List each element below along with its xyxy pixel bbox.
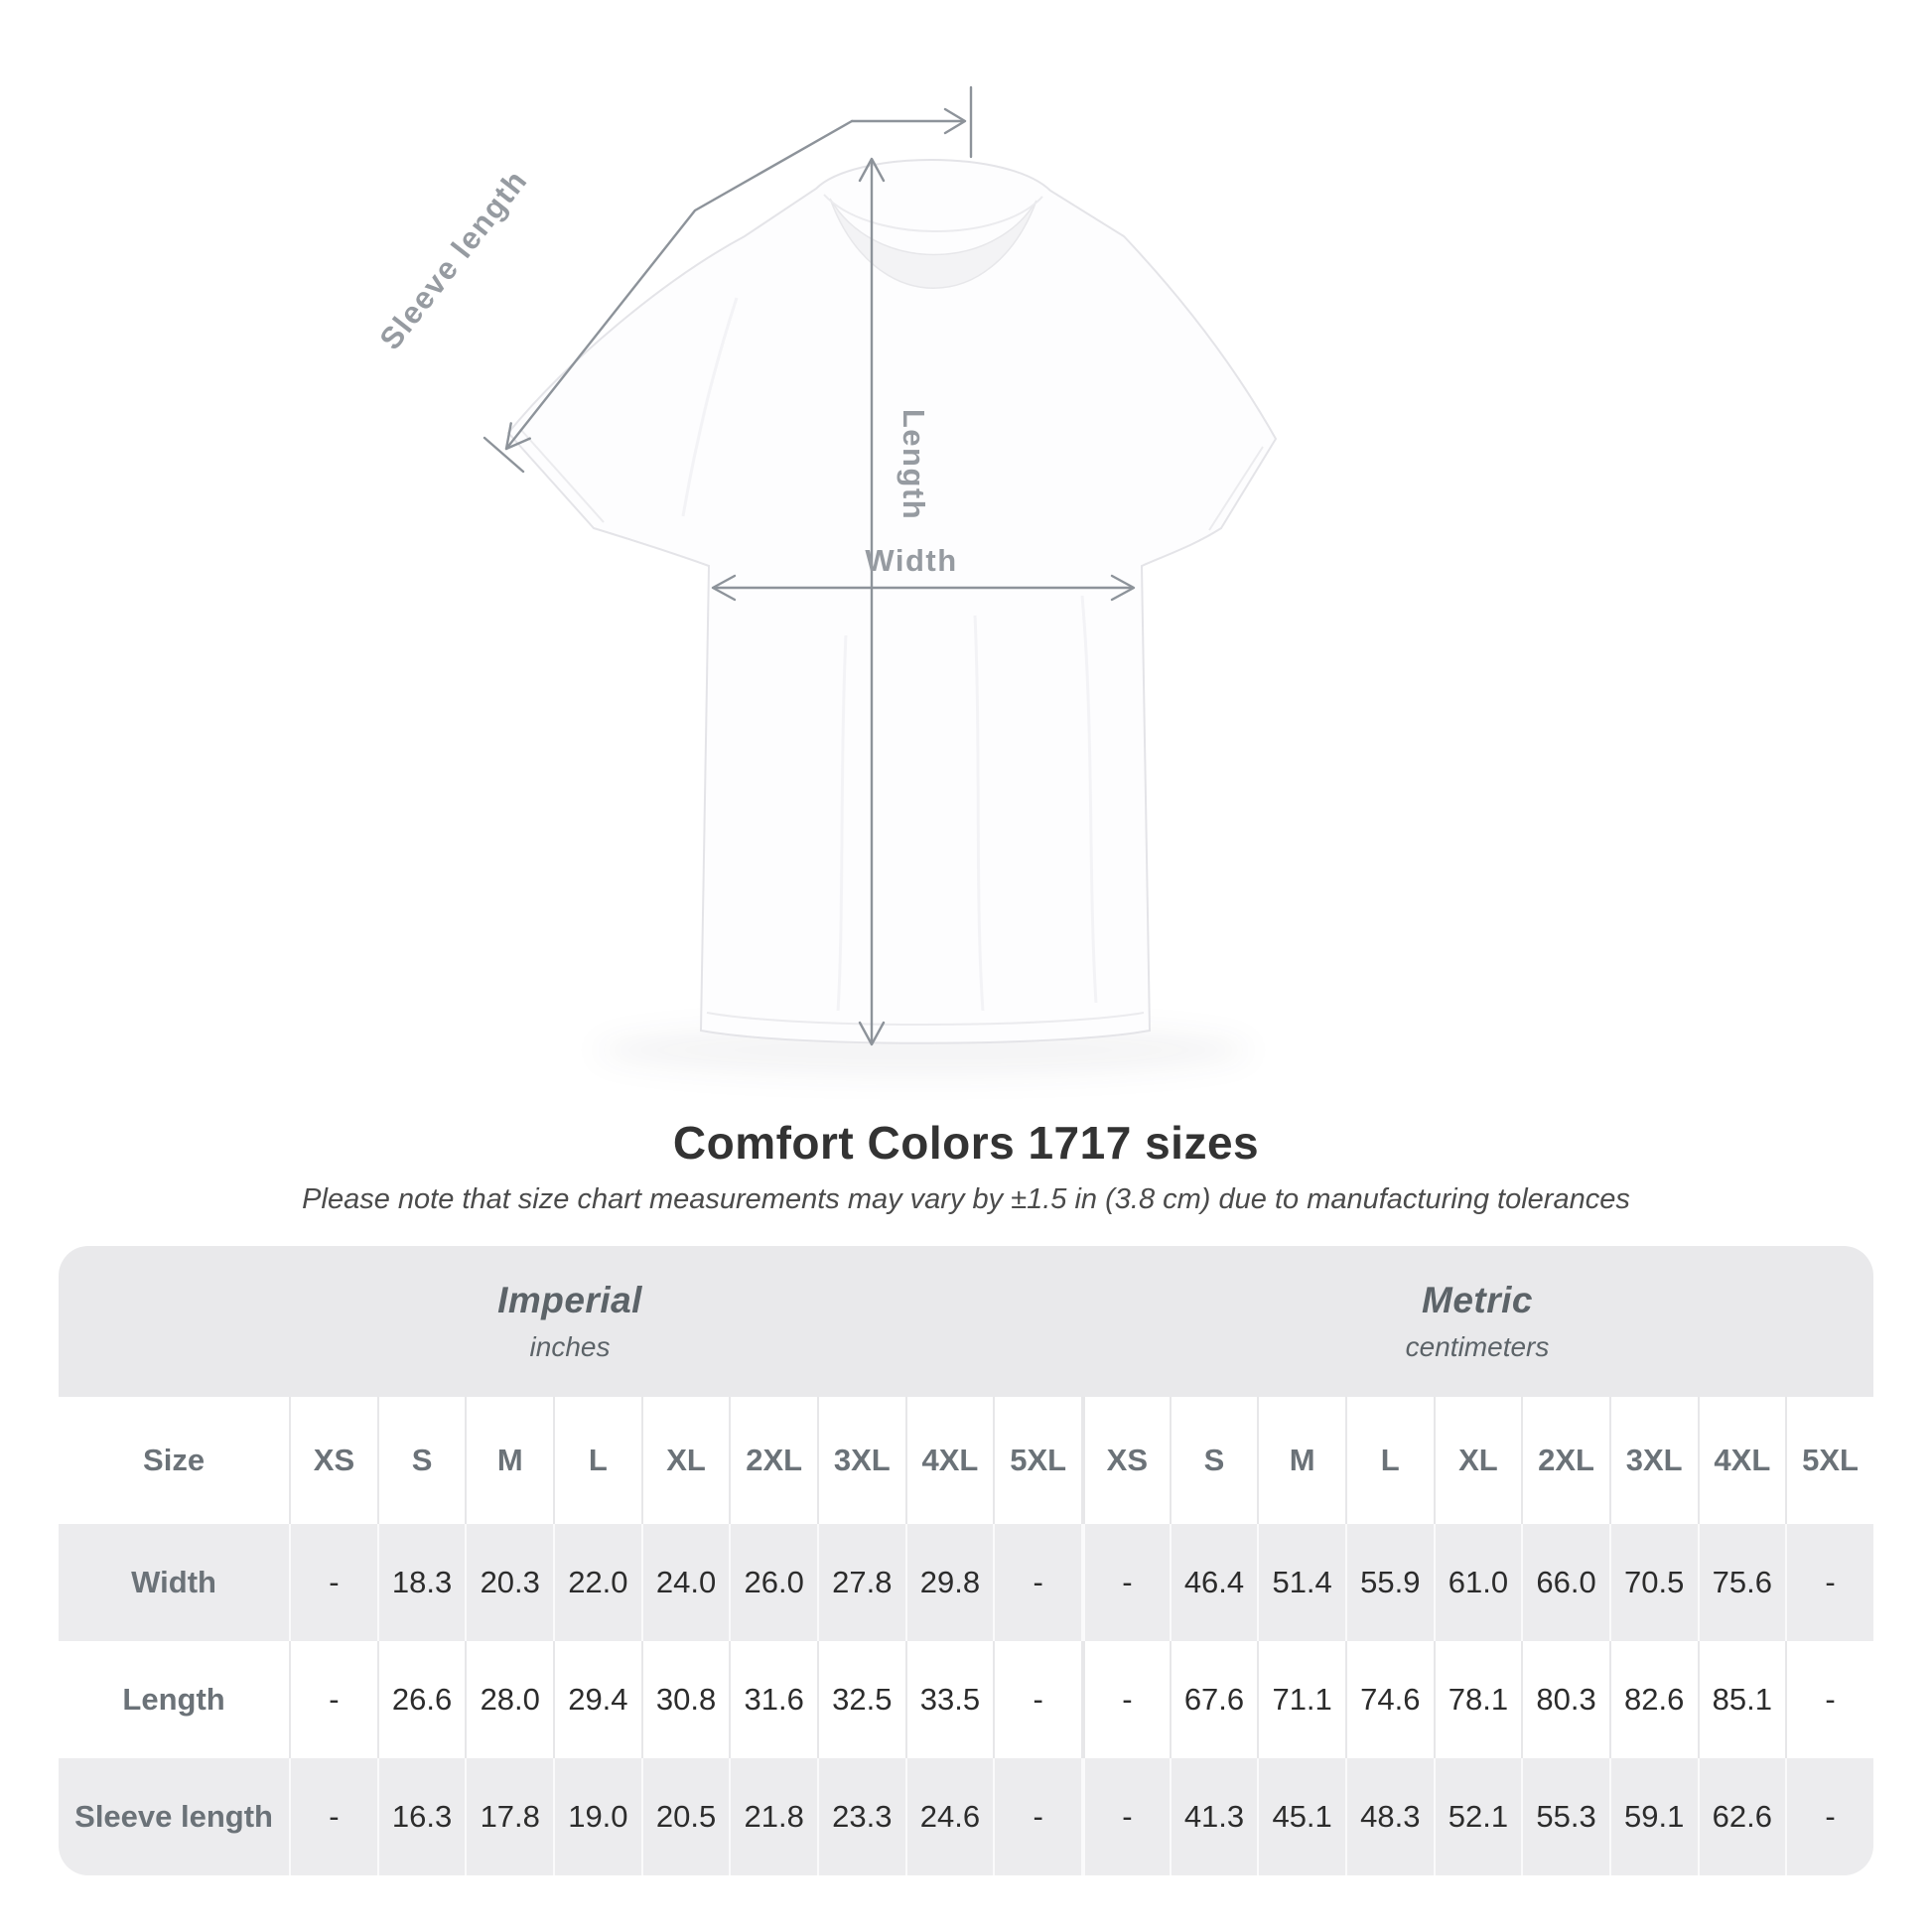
measurement-cell: 61.0 bbox=[1434, 1524, 1522, 1641]
measurement-cell: 45.1 bbox=[1257, 1758, 1345, 1875]
measurement-cell: 16.3 bbox=[377, 1758, 466, 1875]
measurement-cell: 62.6 bbox=[1698, 1758, 1786, 1875]
measurement-cell: 33.5 bbox=[905, 1641, 994, 1758]
measurement-cell: - bbox=[1785, 1641, 1873, 1758]
measurement-cell: 19.0 bbox=[553, 1758, 641, 1875]
measurement-cell: 82.6 bbox=[1609, 1641, 1698, 1758]
sleeve-length-label: Sleeve length bbox=[372, 163, 535, 356]
size-header: XS bbox=[1081, 1397, 1170, 1524]
size-header: 3XL bbox=[1609, 1397, 1698, 1524]
measurement-cell: 28.0 bbox=[465, 1641, 553, 1758]
measurement-cell: 85.1 bbox=[1698, 1641, 1786, 1758]
measurement-cell: - bbox=[289, 1641, 377, 1758]
measurement-cell: 24.6 bbox=[905, 1758, 994, 1875]
measurement-cell: 80.3 bbox=[1521, 1641, 1609, 1758]
metric-section-header bbox=[1081, 1246, 1873, 1397]
size-header: 2XL bbox=[1521, 1397, 1609, 1524]
measurement-cell: - bbox=[1081, 1524, 1170, 1641]
measurement-cell: - bbox=[1081, 1641, 1170, 1758]
measurement-cell: 70.5 bbox=[1609, 1524, 1698, 1641]
chart-heading bbox=[0, 1116, 1932, 1216]
measurement-cell: 31.6 bbox=[729, 1641, 817, 1758]
measurement-cell: 51.4 bbox=[1257, 1524, 1345, 1641]
measurement-cell: 75.6 bbox=[1698, 1524, 1786, 1641]
measurement-cell: 27.8 bbox=[817, 1524, 905, 1641]
measurement-cell: 67.6 bbox=[1170, 1641, 1258, 1758]
tshirt-illustration bbox=[508, 160, 1276, 1043]
measurement-cell: 26.0 bbox=[729, 1524, 817, 1641]
measurement-cell: 20.5 bbox=[641, 1758, 730, 1875]
measurement-cell: 74.6 bbox=[1345, 1641, 1434, 1758]
size-header: L bbox=[553, 1397, 641, 1524]
measurement-cell: - bbox=[1785, 1758, 1873, 1875]
measurement-cell: - bbox=[993, 1758, 1081, 1875]
row-label: Width bbox=[59, 1524, 289, 1641]
measurement-cell: 52.1 bbox=[1434, 1758, 1522, 1875]
metric-section-unit: centimeters bbox=[1405, 1331, 1550, 1362]
size-header: 4XL bbox=[905, 1397, 994, 1524]
measurement-cell: 55.9 bbox=[1345, 1524, 1434, 1641]
size-header: 4XL bbox=[1698, 1397, 1786, 1524]
size-chart-table bbox=[59, 1246, 1873, 1875]
size-header: 5XL bbox=[1785, 1397, 1873, 1524]
size-header: M bbox=[465, 1397, 553, 1524]
measurement-cell: 21.8 bbox=[729, 1758, 817, 1875]
size-header: XS bbox=[289, 1397, 377, 1524]
size-header: 3XL bbox=[817, 1397, 905, 1524]
width-label: Width bbox=[865, 543, 958, 578]
size-header: S bbox=[377, 1397, 466, 1524]
measurement-cell: 46.4 bbox=[1170, 1524, 1258, 1641]
size-header: S bbox=[1170, 1397, 1258, 1524]
measurement-cell: 41.3 bbox=[1170, 1758, 1258, 1875]
size-header: XL bbox=[1434, 1397, 1522, 1524]
size-header-row bbox=[59, 1397, 1873, 1524]
measurement-cell: - bbox=[289, 1524, 377, 1641]
measurement-cell: 30.8 bbox=[641, 1641, 730, 1758]
measurement-cell: - bbox=[289, 1758, 377, 1875]
measurement-cell: 22.0 bbox=[553, 1524, 641, 1641]
measurement-cell: 23.3 bbox=[817, 1758, 905, 1875]
measurement-cell: - bbox=[1081, 1758, 1170, 1875]
table-row-width bbox=[59, 1524, 1873, 1641]
measurement-cell: 32.5 bbox=[817, 1641, 905, 1758]
length-label: Length bbox=[897, 408, 931, 521]
measurement-cell: 55.3 bbox=[1521, 1758, 1609, 1875]
measurement-cell: 29.4 bbox=[553, 1641, 641, 1758]
imperial-section-label: Imperial bbox=[497, 1280, 642, 1320]
table-row-length bbox=[59, 1641, 1873, 1758]
measurement-cell: - bbox=[1785, 1524, 1873, 1641]
size-header: XL bbox=[641, 1397, 730, 1524]
measurement-cell: 24.0 bbox=[641, 1524, 730, 1641]
measurement-cell: - bbox=[993, 1524, 1081, 1641]
measurement-cell: 29.8 bbox=[905, 1524, 994, 1641]
row-label: Sleeve length bbox=[59, 1758, 289, 1875]
imperial-section-header bbox=[59, 1246, 1081, 1397]
measurement-cell: 18.3 bbox=[377, 1524, 466, 1641]
row-label: Length bbox=[122, 1682, 225, 1717]
size-header: 2XL bbox=[729, 1397, 817, 1524]
measurement-cell: 26.6 bbox=[377, 1641, 466, 1758]
metric-section-label: Metric bbox=[1422, 1280, 1533, 1320]
measurement-cell: 48.3 bbox=[1345, 1758, 1434, 1875]
measurement-cell: 71.1 bbox=[1257, 1641, 1345, 1758]
measurement-cell: 59.1 bbox=[1609, 1758, 1698, 1875]
size-header: L bbox=[1345, 1397, 1434, 1524]
measurement-cell: 20.3 bbox=[465, 1524, 553, 1641]
measurement-cell: - bbox=[993, 1641, 1081, 1758]
size-column-header: Size bbox=[59, 1397, 289, 1524]
measurement-cell: 66.0 bbox=[1521, 1524, 1609, 1641]
tolerance-note: Please note that size chart measurements may vary by ±1.5 in (3.8 cm) due to manufacturing tolerances bbox=[302, 1183, 1630, 1215]
page-title: Comfort Colors 1717 sizes bbox=[672, 1117, 1260, 1169]
size-header: 5XL bbox=[993, 1397, 1081, 1524]
size-header: M bbox=[1257, 1397, 1345, 1524]
unit-band-row bbox=[59, 1246, 1873, 1397]
table-row-sleeve-length bbox=[59, 1758, 1873, 1875]
imperial-section-unit: inches bbox=[529, 1331, 611, 1362]
measurement-cell: 17.8 bbox=[465, 1758, 553, 1875]
measurement-cell: 78.1 bbox=[1434, 1641, 1522, 1758]
